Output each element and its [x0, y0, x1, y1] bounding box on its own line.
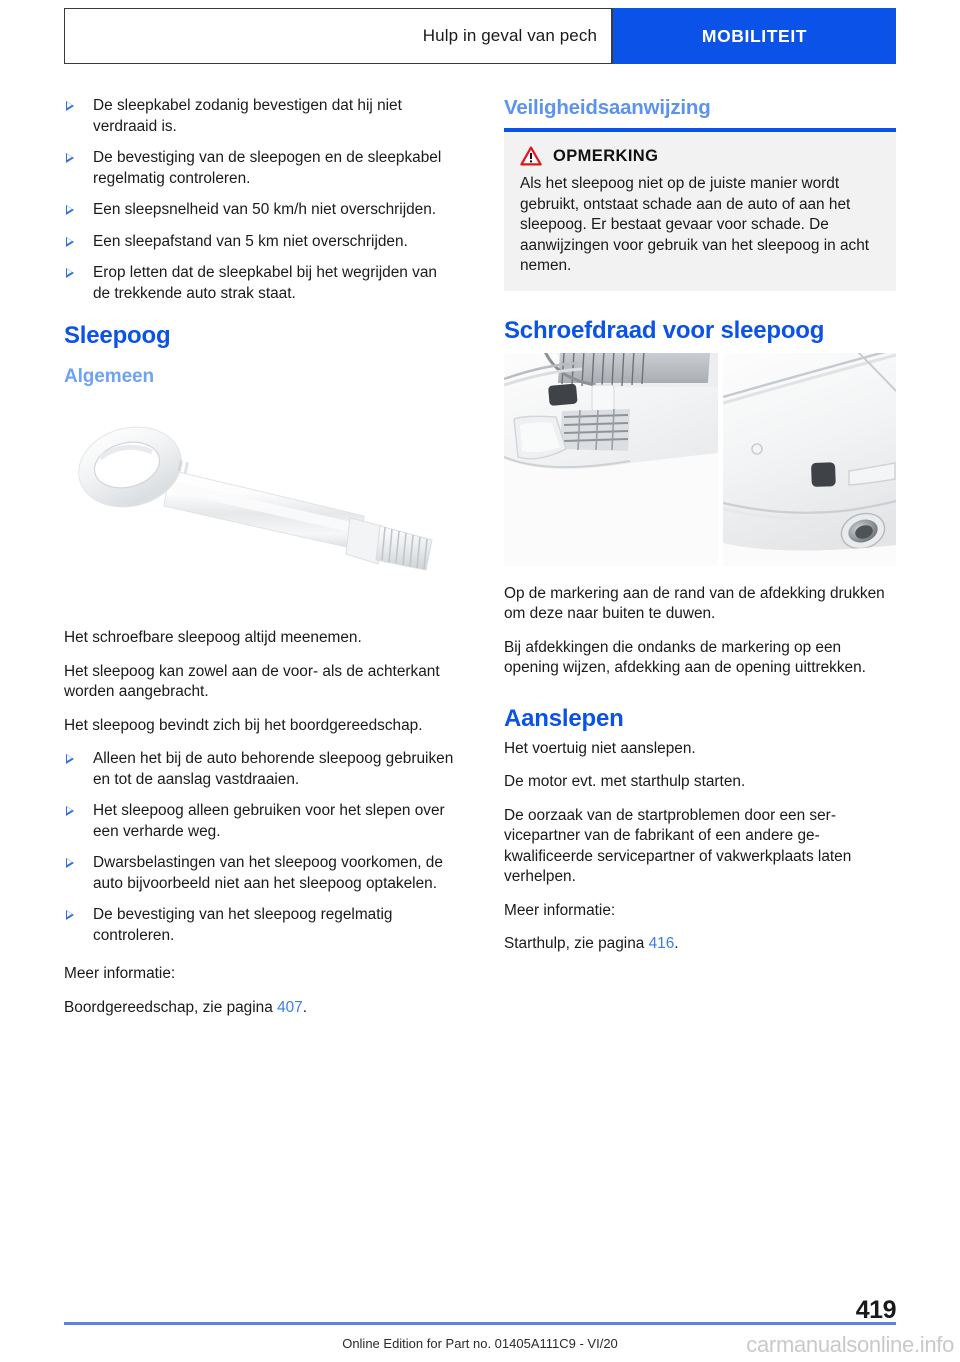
cross-reference-text: Boordgereedschap, zie pagina: [64, 998, 278, 1016]
bullet-triangle-icon: [66, 205, 74, 215]
notice-box: [504, 128, 896, 291]
notice-title: OPMERKING: [553, 146, 659, 165]
more-info-label: Meer informatie:: [64, 965, 176, 982]
notice-body: Als het sleepoog niet op de juiste manier wordt gebruikt, ontstaat schade aan de auto of aan het sleepoog. Er bestaat gevaar voor schade. De aanwijzingen voor gebruik van het sleepoog in acht nemen.: [520, 175, 870, 274]
list-item-text: Dwarsbelastingen van het sleepoog voorkomen, de auto bijvoorbeeld niet aan het sleepoog optakelen.: [93, 854, 443, 892]
list-item-text: De bevestiging van het sleepoog regelmatig controleren.: [93, 906, 393, 944]
front-bumper-svg: [504, 353, 718, 566]
rear-bumper-svg: [723, 353, 896, 566]
bullet-triangle-icon: [66, 101, 74, 111]
tow-eye-cover: [811, 462, 836, 487]
heading-veiligheidsaanwijzing: Veiligheidsaanwijzing: [504, 96, 711, 119]
more-info-label: Meer informatie:: [504, 901, 616, 919]
list-item: [64, 200, 456, 221]
footer-rule: [64, 1322, 896, 1325]
cross-reference-text: Starthulp, zie pagina: [504, 935, 649, 952]
cross-reference-page[interactable]: 416: [648, 935, 675, 952]
warning-triangle-icon: [520, 146, 542, 166]
paragraph: Het sleepoog bevindt zich bij het boordgereedschap.: [64, 716, 423, 734]
tow-eye-svg: [64, 398, 456, 628]
bullet-triangle-icon: [66, 806, 74, 816]
cross-reference-page[interactable]: 407: [277, 998, 303, 1016]
right-column: [504, 96, 896, 968]
paragraph: Het schroefbare sleepoog altijd meenemen.: [64, 629, 362, 646]
cross-reference: [504, 934, 896, 955]
lower-grille: [560, 409, 630, 451]
paragraph: Het sleepoog kan zowel aan de voor- als de achterkant worden aangebracht.: [64, 662, 440, 700]
list-item: [64, 905, 456, 946]
tow-eye-thread: [376, 526, 432, 570]
list-item: [64, 263, 456, 304]
header-section-tab: [64, 8, 613, 64]
heading-aanslepen: Aanslepen: [504, 704, 624, 732]
header-chapter-tab: [613, 8, 896, 64]
list-item-text: Een sleepafstand van 5 km niet overschrijden.: [93, 232, 408, 250]
list-item-text: Het sleepoog alleen gebruiken voor het slepen over een verharde weg.: [93, 802, 445, 840]
header-section-title: Hulp in geval van pech: [422, 26, 597, 45]
bullet-triangle-icon: [66, 237, 74, 247]
photo-pair: [504, 353, 896, 566]
bullet-triangle-icon: [66, 754, 74, 764]
rear-bumper-tow-eye-cover-photo: [723, 353, 896, 566]
page-header: [64, 8, 896, 64]
list-item-text: Erop letten dat de sleepkabel bij het wegrijden van de trekkende auto strak staat.: [93, 264, 437, 302]
paragraph: Op de markering aan de rand van de afdekking drukken om deze naar buiten te duwen.: [504, 584, 885, 622]
list-item: [64, 232, 456, 253]
heading-sleepoog: Sleepoog: [64, 322, 171, 349]
cross-reference-suffix: .: [674, 935, 679, 952]
front-bumper-tow-eye-cover-photo: [504, 353, 718, 566]
list-item: [64, 801, 456, 842]
list-item-text: Alleen het bij de auto behorende sleepoog gebruiken en tot de aanslag vastdraaien.: [93, 750, 454, 788]
paragraph: De oorzaak van de startproblemen door een servicepartner van de fabrikant of een andere gekwalificeerde servicepartner of vakwerkplaats laten verhelpen.: [504, 806, 852, 885]
bullet-triangle-icon: [66, 858, 74, 868]
bullet-triangle-icon: [66, 268, 74, 278]
paragraph: Het voertuig niet aanslepen.: [504, 739, 696, 757]
paragraph: De motor evt. met starthulp starten.: [504, 773, 746, 790]
cross-reference-suffix: .: [302, 998, 308, 1016]
left-column: [64, 96, 456, 1031]
list-item-text: Een sleepsnelheid van 50 km/h niet overschrijden.: [93, 201, 437, 218]
paragraph: Bij afdekkingen die ondanks de markering op een opening wijzen, afdekking aan de opening uittrekken.: [504, 638, 866, 676]
list-item-text: De sleepkabel zodanig bevestigen dat hij niet verdraaid is.: [93, 97, 402, 135]
list-item: [64, 853, 456, 894]
watermark: carmanualsonline.info: [746, 1332, 954, 1357]
list-item: [64, 749, 456, 790]
list-item-text: De bevestiging van de sleepogen en de sleepkabel regelmatig controleren.: [93, 149, 442, 187]
tow-eye-illustration: [64, 398, 456, 628]
heading-algemeen: Algemeen: [64, 366, 155, 387]
cross-reference: [64, 998, 456, 1019]
edition-note: Online Edition for Part no. 01405A111C9 - VI/20: [342, 1336, 618, 1351]
bullet-triangle-icon: [66, 153, 74, 163]
heading-schroefdraad: Schroefdraad voor sleepoog: [504, 316, 825, 344]
list-item: [64, 148, 456, 189]
list-item: [64, 96, 456, 137]
bullet-triangle-icon: [66, 910, 74, 920]
notice-header: [520, 146, 882, 166]
header-chapter-label: MOBILITEIT: [701, 25, 808, 46]
tow-eye-cover: [548, 383, 578, 405]
page-number: 419: [855, 1296, 896, 1324]
